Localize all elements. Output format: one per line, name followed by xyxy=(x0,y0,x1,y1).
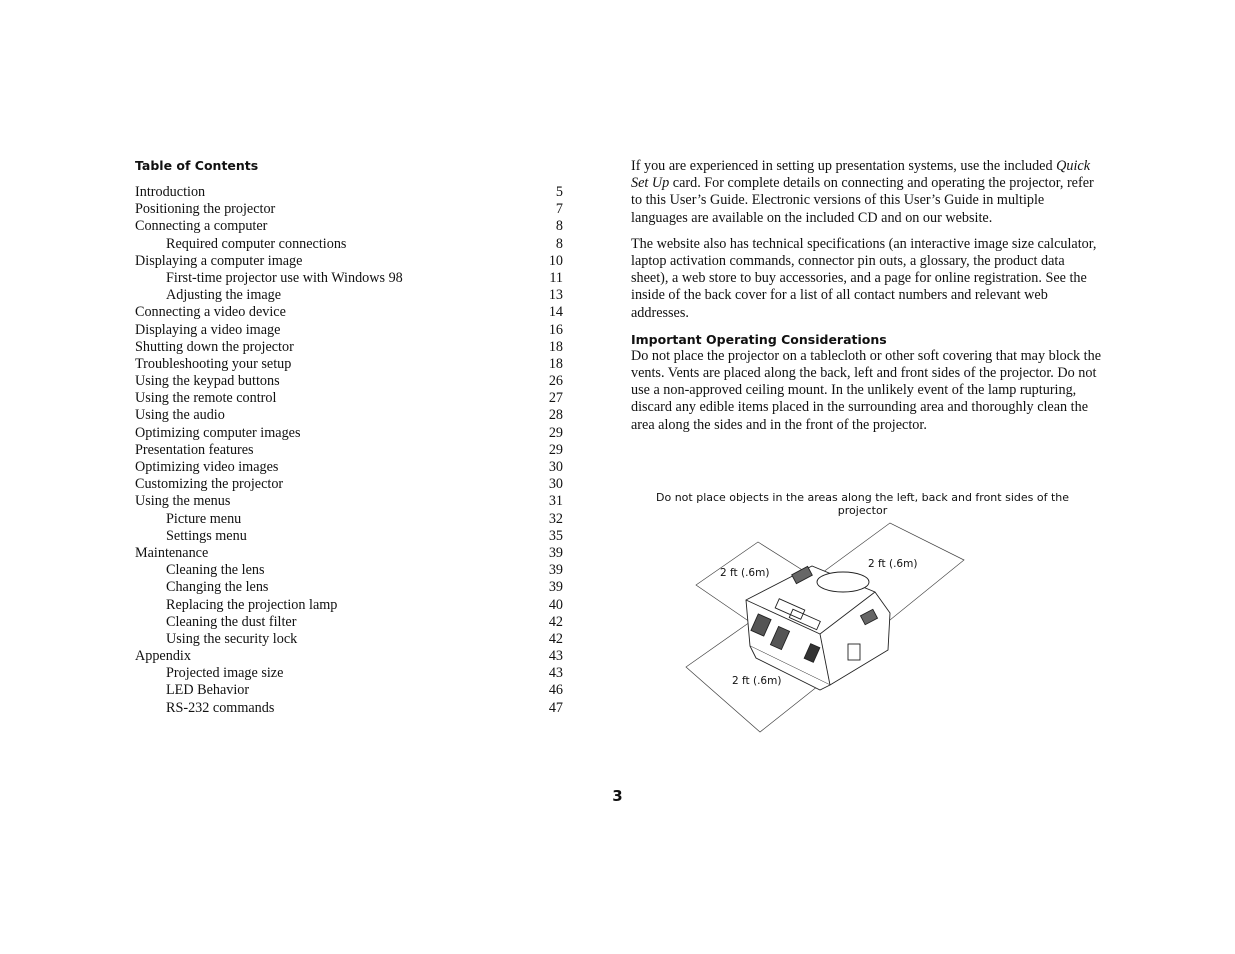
toc-entry xyxy=(135,528,563,545)
toc-entry-label: Shutting down the projector xyxy=(135,338,294,355)
toc-entry xyxy=(135,562,563,579)
toc-title: Table of Contents xyxy=(135,158,259,173)
toc-entry-label: Using the menus xyxy=(135,493,231,510)
toc-entry-page: 35 xyxy=(548,527,563,544)
toc-entry-label: Presentation features xyxy=(135,441,254,458)
clearance-label-front: 2 ft (.6m) xyxy=(732,675,782,687)
considerations-paragraph: Do not place the projector on a tablecloth or other soft covering that may block the vents. Vents are placed along the back, left and front sides of the projector. Do not use a non-approved ceiling mount. In the unlikely event of the lamp rupturing, discard any edible items placed in the surrounding area and thoroughly clean the area along the sides and in the front of the projector. xyxy=(631,347,1102,433)
toc-entry xyxy=(135,425,563,442)
toc-entry xyxy=(135,597,563,614)
toc-entry-page: 39 xyxy=(548,579,563,596)
toc-entry-label: Troubleshooting your setup xyxy=(135,355,292,372)
toc-entry-page: 13 xyxy=(548,287,563,304)
projector-illustration xyxy=(746,566,890,690)
table-of-contents xyxy=(135,184,563,717)
toc-entry-page: 11 xyxy=(549,269,563,286)
toc-entry xyxy=(135,201,563,218)
toc-entry-label: Optimizing video images xyxy=(135,459,279,475)
toc-entry-label: Optimizing computer images xyxy=(135,424,301,441)
toc-entry-page: 39 xyxy=(548,562,563,579)
toc-entry-label: Positioning the projector xyxy=(135,201,276,218)
toc-entry-page: 18 xyxy=(548,338,563,355)
toc-entry-page: 39 xyxy=(548,544,563,561)
diagram-caption: Do not place objects in the areas along the left, back and front sides of the projector xyxy=(656,491,1069,517)
projector-clearance-diagram xyxy=(670,520,990,740)
page-number: 3 xyxy=(612,787,623,805)
toc-entry xyxy=(135,287,563,304)
toc-entry-label: Using the keypad buttons xyxy=(135,373,280,390)
toc-entry-label: Using the security lock xyxy=(166,630,298,647)
toc-entry xyxy=(135,648,563,665)
section-heading: Important Operating Considerations xyxy=(631,331,887,347)
toc-entry-page: 40 xyxy=(548,596,563,613)
toc-entry xyxy=(135,184,563,201)
toc-entry-label: Maintenance xyxy=(135,544,209,561)
toc-entry-page: 30 xyxy=(548,459,563,475)
toc-entry xyxy=(135,218,563,235)
quick-set-up-title: Quick Set Up xyxy=(631,158,1090,192)
toc-entry-label: Cleaning the lens xyxy=(166,562,265,579)
toc-entry-label: RS-232 commands xyxy=(166,699,275,716)
toc-entry xyxy=(135,390,563,407)
toc-entry-page: 42 xyxy=(548,613,563,630)
toc-entry-label: Introduction xyxy=(135,184,206,200)
toc-entry xyxy=(135,304,563,321)
intro-column xyxy=(631,158,1101,443)
toc-entry-page: 43 xyxy=(548,648,563,665)
toc-entry-page: 5 xyxy=(555,184,563,200)
toc-entry xyxy=(135,442,563,459)
toc-entry xyxy=(135,459,563,476)
toc-entry-page: 31 xyxy=(548,493,563,510)
toc-entry-label: Using the remote control xyxy=(135,390,277,407)
toc-entry-page: 29 xyxy=(548,441,563,458)
toc-entry-page: 16 xyxy=(548,321,563,338)
toc-entry xyxy=(135,631,563,648)
toc-entry-page: 18 xyxy=(548,355,563,372)
toc-entry-label: Changing the lens xyxy=(166,579,269,596)
toc-entry-label: Picture menu xyxy=(166,510,242,527)
toc-entry-page: 27 xyxy=(548,390,563,407)
toc-entry xyxy=(135,407,563,424)
toc-entry-page: 28 xyxy=(548,407,563,424)
toc-entry-page: 32 xyxy=(548,510,563,527)
toc-entry xyxy=(135,270,563,287)
toc-entry xyxy=(135,682,563,699)
intro-paragraph-1: If you are experienced in setting up presentation systems, use the included Quick Set Up card. For complete details on connecting and operating the projector, refer to this User’s Guide. Electronic versions of this User’s Guide in multiple languages are available on the included CD and on our website. xyxy=(631,158,1094,226)
toc-entry-label: Appendix xyxy=(135,648,191,665)
toc-entry-label: Connecting a computer xyxy=(135,218,268,235)
toc-entry-label: First-time projector use with Windows 98 xyxy=(166,269,403,286)
toc-entry xyxy=(135,493,563,510)
toc-entry-label: Settings menu xyxy=(166,527,247,544)
toc-entry-page: 30 xyxy=(548,476,563,493)
intro-paragraph-2: The website also has technical specifications (an interactive image size calculator, laptop activation commands, connector pin outs, a glossary, the product data sheet), a web store to buy accessories, and a page for online registration. See the inside of the back cover for a list of all contact numbers and relevant web addresses. xyxy=(631,235,1097,321)
toc-entry xyxy=(135,545,563,562)
toc-entry-label: Projected image size xyxy=(166,665,284,682)
toc-entry-label: Replacing the projection lamp xyxy=(166,596,338,613)
toc-entry-label: Using the audio xyxy=(135,407,225,424)
toc-entry-label: Customizing the projector xyxy=(135,476,284,493)
toc-entry-label: Displaying a computer image xyxy=(135,252,303,269)
toc-entry xyxy=(135,579,563,596)
toc-entry xyxy=(135,322,563,339)
toc-entry xyxy=(135,511,563,528)
toc-entry-label: Displaying a video image xyxy=(135,321,281,338)
toc-entry-page: 14 xyxy=(548,304,563,321)
toc-entry-label: Adjusting the image xyxy=(166,287,282,304)
toc-entry xyxy=(135,476,563,493)
toc-entry-page: 46 xyxy=(548,682,563,699)
toc-entry xyxy=(135,253,563,270)
toc-entry-label: Connecting a video device xyxy=(135,304,286,321)
toc-entry xyxy=(135,700,563,717)
toc-entry-page: 8 xyxy=(555,235,563,252)
toc-entry xyxy=(135,236,563,253)
toc-entry-page: 7 xyxy=(555,201,563,218)
toc-entry xyxy=(135,614,563,631)
toc-entry xyxy=(135,373,563,390)
toc-entry-page: 42 xyxy=(548,630,563,647)
toc-entry-page: 43 xyxy=(548,665,563,682)
toc-entry xyxy=(135,356,563,373)
toc-entry xyxy=(135,339,563,356)
toc-entry-page: 8 xyxy=(555,218,563,235)
toc-entry-page: 47 xyxy=(548,699,563,716)
toc-entry-label: Cleaning the dust filter xyxy=(166,613,297,630)
toc-entry-page: 26 xyxy=(548,373,563,390)
toc-entry-label: LED Behavior xyxy=(166,682,250,699)
toc-entry-page: 10 xyxy=(548,252,563,269)
toc-entry xyxy=(135,665,563,682)
clearance-label-back: 2 ft (.6m) xyxy=(868,558,918,570)
toc-entry-label: Required computer connections xyxy=(166,235,347,252)
toc-entry-page: 29 xyxy=(548,424,563,441)
clearance-label-left: 2 ft (.6m) xyxy=(720,567,770,579)
